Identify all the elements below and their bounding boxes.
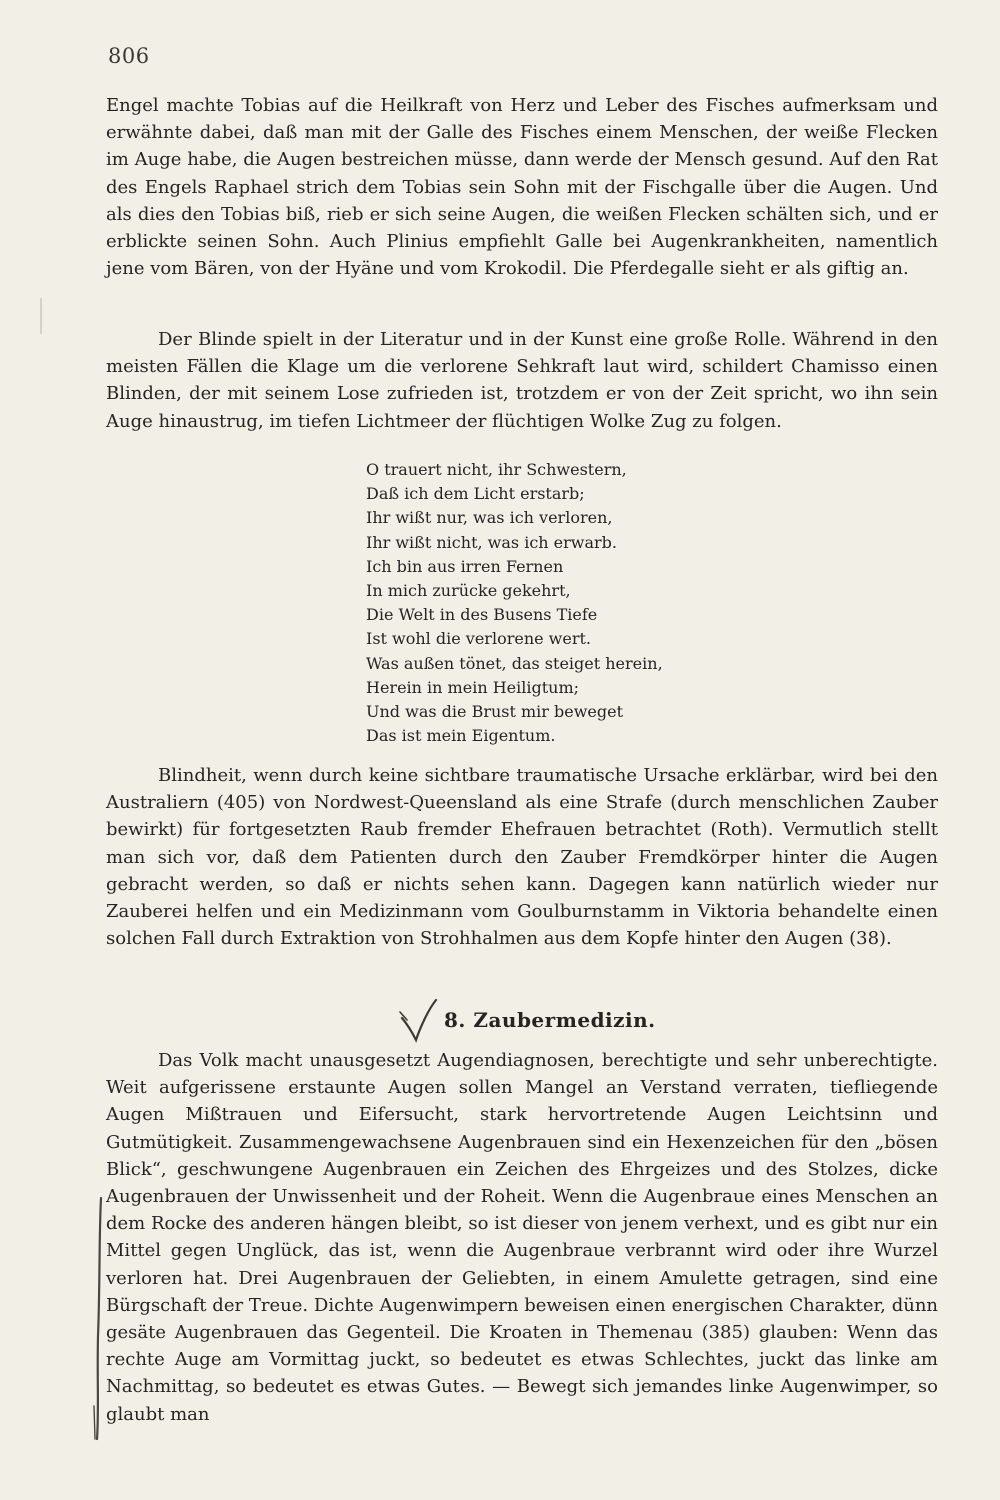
- paragraph-blinde: Der Blinde spielt in der Literatur und in der Kunst eine große Rolle. Während in den meisten Fällen die Klage um die verlorene Sehkraft laut wird, schildert Chamisso einen Blinden, der mit seinem Lose zufrieden ist, trotzdem er von der Zeit spricht, wo ihn sein Auge hinaustrug, im tiefen Lichtmeer der flüchtigen Wolke Zug zu folgen.: [106, 329, 938, 432]
- poem-chamisso: [366, 458, 663, 748]
- poem-line: Das ist mein Eigentum.: [366, 726, 556, 746]
- paragraph-tobias: Engel machte Tobias auf die Heilkraft von Herz und Leber des Fisches aufmerksam und erwähnte dabei, daß man mit der Galle des Fisches einem Menschen, der weiße Flecken im Auge habe, die Augen bestreichen müsse, dann werde der Mensch gesund. Auf den Rat des Engels Raphael strich dem Tobias sein Sohn mit der Fischgalle über die Augen. Und als dies den Tobias biß, rieb er sich seine Augen, die weißen Flecken schälten sich, und er erblickte seinen Sohn. Auch Plinius empfiehlt Galle bei Augenkrankheiten, namentlich jene vom Bären, von der Hyäne und vom Krokodil. Die Pferdegalle sieht er als giftig an.: [106, 95, 938, 280]
- handwritten-check-mark-icon: [398, 996, 438, 1044]
- poem-line: Die Welt in des Busens Tiefe: [366, 605, 598, 625]
- poem-line: Was außen tönet, das steiget herein,: [366, 653, 663, 673]
- section-heading: [398, 996, 656, 1044]
- poem-line: O trauert nicht, ihr Schwestern,: [366, 460, 627, 479]
- poem-line: Ist wohl die verlorene wert.: [366, 629, 592, 649]
- paragraph-blindheit: Blindheit, wenn durch keine sichtbare traumatische Ursache erklärbar, wird bei den Australiern (405) von Nordwest-Queensland als eine Strafe (durch menschlichen Zauber bewirkt) für fortgesetzten Raub fremder Ehefrauen betrachtet (Roth). Vermutlich stellt man sich vor, daß dem Patienten durch den Zauber Fremdkörper hinter die Augen gebracht werden, so daß er nichts sehen kann. Dagegen kann natürlich wieder nur Zauberei helfen und ein Medizinmann vom Goulburnstamm in Viktoria behandelte einen solchen Fall durch Extraktion von Strohhalmen aus dem Kopfe hinter den Augen (38).: [106, 765, 938, 950]
- show-through-mark: [40, 298, 42, 334]
- poem-line: Und was die Brust mir beweget: [366, 702, 624, 722]
- poem-line: Ich bin aus irren Fernen: [366, 556, 564, 576]
- poem-line: In mich zurücke gekehrt,: [366, 581, 571, 601]
- page-number: 806: [108, 44, 150, 68]
- paragraph-augendiagnosen: Das Volk macht unausgesetzt Augendiagnosen, berechtigte und sehr unberechtigte. Weit aufgerissene erstaunte Augen sollen Mangel an Verstand verraten, tiefliegende Augen Mißtrauen und Eifersucht, stark hervortretende Augen Leichtsinn und Gutmütigkeit. Zusammengewachsene Augenbrauen sind ein Hexenzeichen für den „bösen Blick“, geschwungene Augenbrauen ein Zeichen des Ehrgeizes und des Stolzes, dicke Augenbrauen der Unwissenheit und der Roheit. Wenn die Augenbraue eines Menschen an dem Rocke des anderen hängen bleibt, so ist dieser von jenem verhext, und es gibt nur ein Mittel gegen Unglück, das ist, wenn die Augenbraue verbrannt wird oder ihre Wurzel verloren hat. Drei Augenbrauen der Geliebten, in einem Amulette getragen, sind eine Bürgschaft der Treue. Dichte Augenwimpern beweisen einen energischen Charakter, dünn gesäte Augenbrauen das Gegenteil. Die Kroaten in Themenau (385) glauben: Wenn das rechte Auge am Vormittag juckt, so bedeutet es etwas Schlechtes, juckt das linke am Nachmittag, so bedeutet es etwas Gutes. — Bewegt sich jemandes linke Augenwimper, so glaubt man: [106, 1050, 938, 1425]
- section-heading-text: 8. Zaubermedizin.: [444, 1008, 656, 1032]
- poem-line: Herein in mein Heiligtum;: [366, 677, 580, 697]
- poem-line: Ihr wißt nicht, was ich erwarb.: [366, 532, 617, 552]
- margin-bracket-icon: [90, 1196, 108, 1441]
- poem-line: Daß ich dem Licht erstarb;: [366, 484, 585, 504]
- poem-line: Ihr wißt nur, was ich verloren,: [366, 508, 613, 528]
